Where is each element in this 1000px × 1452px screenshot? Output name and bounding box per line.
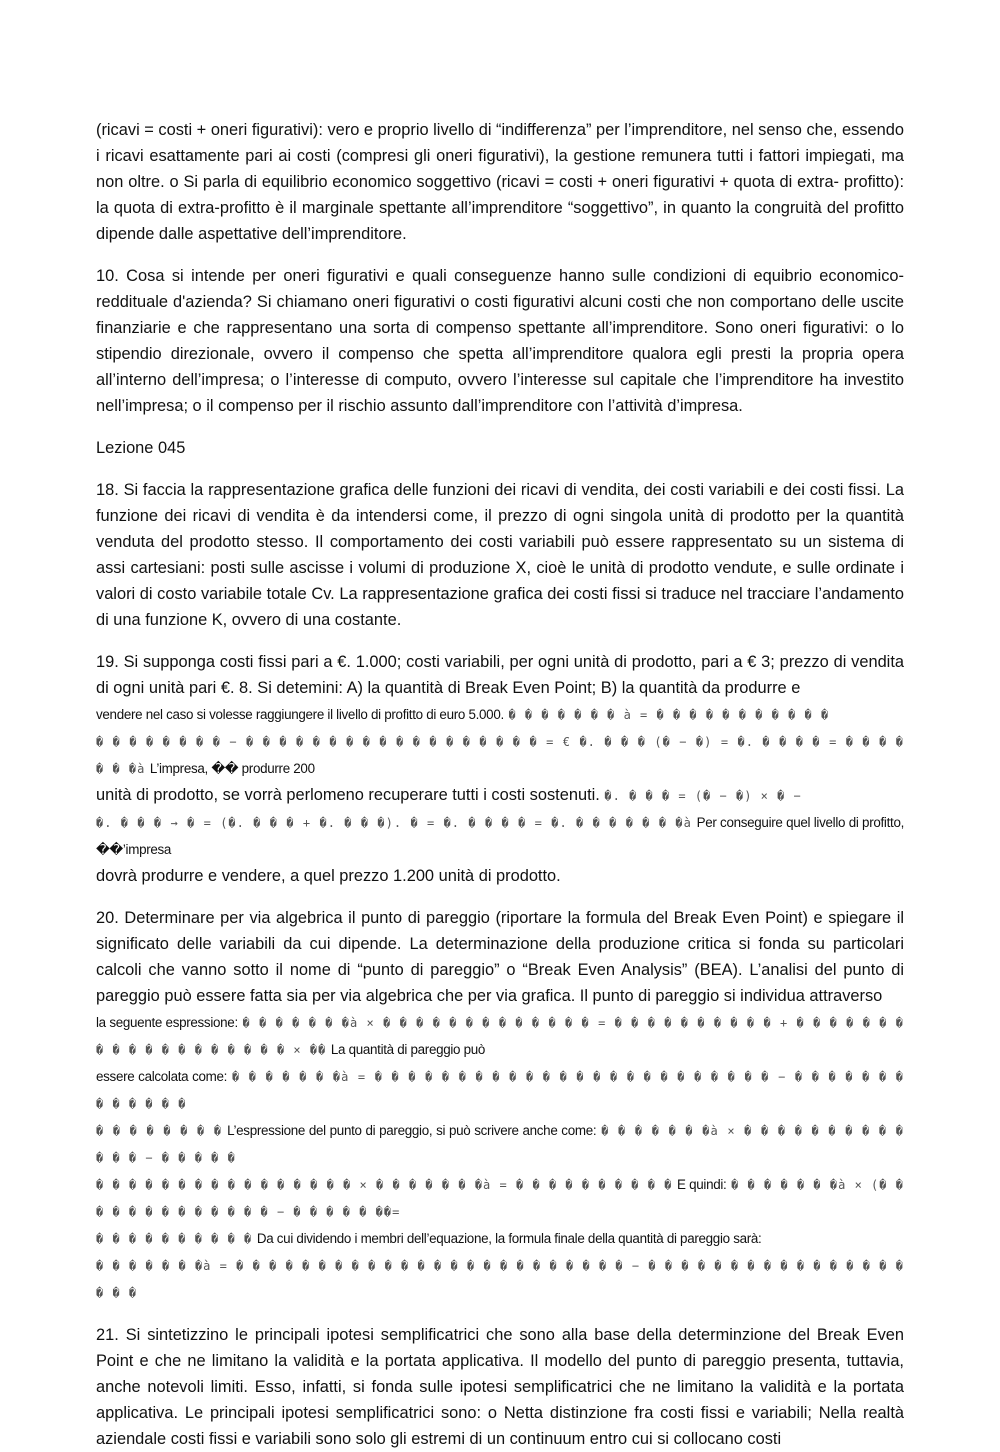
question-21: 21. Si sintetizzino le principali ipotesi semplificatrici che sono alla base della determinzione del Break Even Point e che ne limitano la validità e la portata applicativa. Il modello del punto di pareggio presenta, tuttavia, anche notevoli limiti. Esso, infatti, si fonda sulle ipotesi semplificatrici che ne limitano la validità e la portata applicativa. Le principali ipotesi semplificatrici sono: o Netta distinzione fra costi fissi e variabili; Nella realtà aziendale costi fissi e variabili sono solo gli estremi di un continuum entro cui si collocano costi (96, 1326, 904, 1448)
question-18: 18. Si faccia la rappresentazione grafica delle funzioni dei ricavi di vendita, dei costi variabili e dei costi fissi. La funzione dei ricavi di vendita è da intendersi come, il prezzo di ogni singola unità di prodotto per la quantità venduta del prodotto stesso. Il comportamento dei costi variabili può essere rappresentato su un sistema di assi cartesiani: posti sulle ascisse i volumi di produzione X, cioè le unità di prodotto vendute, e sulle ordinate i valori di costo variabile totale Cv. La rappresentazione grafica dei costi fissi si traduce nel tracciare l’andamento di una funzione K, ovvero di una costante. (96, 481, 904, 629)
question-20-small-6: Da cui dividendo i membri dell’equazione, la formula finale della quantità di pareggio sarà: (256, 1231, 762, 1246)
question-19-small-1: vendere nel caso si volesse raggiungere il livello di profitto di euro 5.000. (96, 707, 504, 722)
question-20-small-2: La quantità di pareggio può (330, 1042, 486, 1057)
question-19-formula-4: �. � � � → � = (�. � � � + �. � � �). � = �. � � � � = �. � � � � � � �à (96, 816, 692, 830)
question-19-formula-1: � � � � � � � à = � � � � � � � � � � � (508, 708, 830, 722)
question-20-small-4: L’espressione del punto di pareggio, si può scrivere anche come: (227, 1123, 597, 1138)
question-19-small-2: L’impresa, �� produrre 200 (149, 761, 315, 776)
question-20-formula-1: � � � � � � �à × � � � � � � � � � � � � � = � � � � � � � � � � + � � � � � � � � � � � � � � � � � � � × �� (96, 1016, 905, 1057)
lesson-heading: Lezione 045 (96, 439, 186, 457)
paragraph-equilibrium: (ricavi = costi + oneri figurativi): vero e proprio livello di “indifferenza” per l’imprenditore, nel senso che, essendo i ricavi esattamente pari ai costi (compresi gli oneri figurativi), la gestione remunera tutti i fattori impiegati, ma non oltre. o Si parla di equilibrio economico soggettivo (ricavi = costi + oneri figurativi + quota di extra- profitto): la quota di extra-profitto è il marginale spettante all’imprenditore “soggettivo”, in quanto la congruità del profitto dipende dalle aspettative dell’imprenditore. (96, 121, 904, 243)
question-19-small-3: Per conseguire quel livello di profitto, ��’impresa (96, 815, 905, 857)
question-20 (96, 905, 904, 1306)
question-20-formula-3: � � � � � � � � (96, 1124, 223, 1138)
question-19 (96, 649, 904, 889)
question-19-line-3: unità di prodotto, se vorrà perlomeno recuperare tutti i costi sostenuti. (96, 786, 600, 804)
question-20-formula-6: � � � � � � �à × (� � � � � � � � � � � � � − � � � � � ��= (96, 1178, 904, 1219)
question-19-formula-3: �. � � � = (� − �) × � − (604, 789, 802, 803)
question-19-intro: 19. Si supponga costi fissi pari a €. 1.000; costi variabili, per ogni unità di prodotto, pari a € 3; prezzo di vendita di ogni unità pari €. 8. Si detemini: A) la quantità di Break Even Point; B) la quantità da produrre e (96, 653, 904, 697)
question-20-formula-8: � � � � � � �à = � � � � � � � � � � � � � � � � � � � � � � � � − � � � � � � � � � � � � � � � � � � � (96, 1259, 904, 1300)
question-20-formula-7: � � � � � � � � � � (96, 1232, 253, 1246)
question-20-small-3: essere calcolata come: (96, 1069, 228, 1084)
document-page (96, 117, 904, 1452)
question-19-line-5: dovrà produrre e vendere, a quel prezzo 1.200 unità di prodotto. (96, 867, 561, 885)
question-20-small-5: E quindi: (677, 1177, 727, 1192)
question-19-formula-2: � � � � � � � � − � � � � � � � � � � � � � � � � � � = € �. � � � (� − �) = �. � � � � = � � � � � � �à (96, 735, 904, 776)
question-20-small-1: la seguente espressione: (96, 1015, 238, 1030)
question-20-formula-5: � � � � � � � � � � � � � � � � × � � � � � � �à = � � � � � � � � � � (96, 1178, 673, 1192)
question-20-intro: 20. Determinare per via algebrica il punto di pareggio (riportare la formula del Break Even Point) e spiegare il significato delle variabili da cui dipende. La determinazione della produzione critica si fonda su particolari calcoli che vanno sotto il nome di “punto di pareggio” o “Break Even Analysis” (BEA). L’analisi del punto di pareggio può essere fatta sia per via algebrica che per via grafica. Il punto di pareggio si individua attraverso (96, 909, 904, 1005)
question-10: 10. Cosa si intende per oneri figurativi e quali conseguenze hanno sulle condizioni di equibrio economico-reddituale d'azienda? Si chiamano oneri figurativi o costi figurativi alcuni costi che non comportano delle uscite finanziarie e che rappresentano una sorta di compenso spettante all’imprenditore. Sono oneri figurativi: o lo stipendio direzionale, ovvero il compenso che spetta all’imprenditore qualora egli presti la propria opera all’interno dell’impresa; o l’interesse di computo, ovvero l’interesse sul capitale che l’imprenditore ha investito nell’impresa; o il compenso per il rischio assunto dall’imprenditore con l’attività d’impresa. (96, 267, 904, 415)
question-20-formula-2: � � � � � � �à = � � � � � � � � � � � � � � � � � � � � � � � � − � � � � � � � � � � � � � (96, 1070, 904, 1111)
question-20-formula-4: � � � � � � �à × � � � � � � � � � � � � � − � � � � � (96, 1124, 904, 1165)
